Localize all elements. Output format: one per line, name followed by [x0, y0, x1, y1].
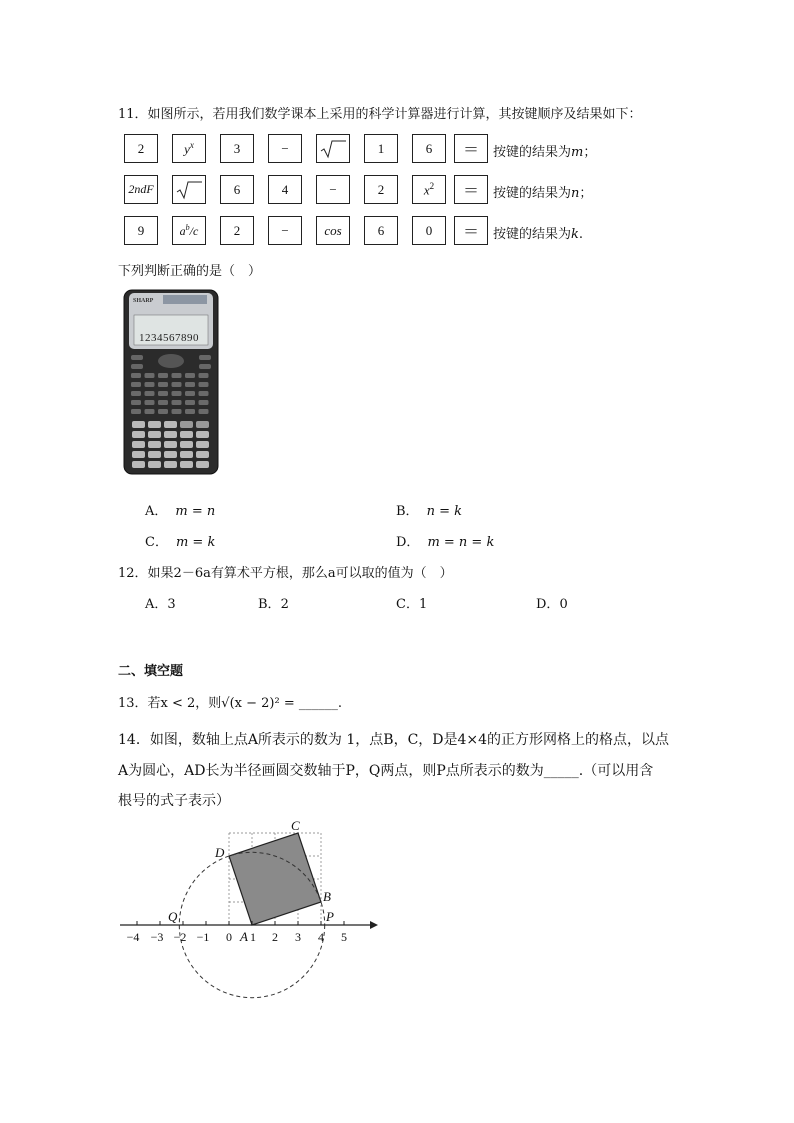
calc-function-key: [172, 400, 182, 405]
key-9[interactable]: 9: [124, 216, 158, 245]
q12-stem: 12．如果2－6a有算术平方根，那么a可以取的值为（ ）: [118, 566, 453, 581]
q14-line-1: 14．如图，数轴上点A所表示的数为 1，点B，C，D是4×4的正方形网格上的格点，以点: [118, 732, 670, 748]
calc-function-key: [172, 373, 182, 378]
calc-function-key: [145, 382, 155, 387]
calc-function-key: [172, 382, 182, 387]
key-equals[interactable]: ＝: [454, 134, 488, 163]
calc-function-key: [185, 373, 195, 378]
row-2-result: 按键的结果为n；: [493, 186, 593, 201]
calc-function-key: [158, 400, 168, 405]
key-4[interactable]: 4: [268, 175, 302, 204]
key-cos[interactable]: cos: [316, 216, 350, 245]
q14-line-2: A为圆心，AD长为半径画圆交数轴于P，Q两点，则P点所表示的数为_____.（可以用含: [118, 763, 654, 779]
label-d: D: [215, 845, 225, 860]
key-minus[interactable]: −: [268, 216, 302, 245]
key-2ndf[interactable]: 2ndF: [124, 175, 158, 204]
brand-label: SHARP: [133, 298, 154, 304]
calc-function-key: [131, 373, 141, 378]
calc-number-key: [148, 451, 161, 458]
key-equals[interactable]: ＝: [454, 175, 488, 204]
section-title: 二、填空题: [118, 664, 184, 679]
q12-option-c[interactable]: C．1: [396, 597, 428, 612]
number-line-figure: [112, 815, 382, 1005]
key-square[interactable]: $x^2$: [412, 175, 446, 204]
row-3-result: 按键的结果为k.: [493, 227, 584, 242]
calc-function-key: [158, 373, 168, 378]
key-sqrt[interactable]: [316, 134, 350, 163]
q11-stem: 11．如图所示，若用我们数学课本上采用的科学计算器进行计算，其按键顺序及结果如下：: [118, 107, 642, 122]
q12-option-b[interactable]: B．2: [258, 597, 289, 612]
calc-function-key: [199, 373, 209, 378]
option-b[interactable]: B． n = k: [396, 504, 462, 519]
key-3[interactable]: 3: [220, 134, 254, 163]
calculator-display: 1234567890: [139, 332, 199, 344]
calc-function-key: [199, 382, 209, 387]
calc-function-key: [158, 409, 168, 414]
key-0[interactable]: 0: [412, 216, 446, 245]
calc-number-key: [148, 421, 161, 428]
tick-label: 5: [341, 930, 347, 944]
sqrt-icon: [319, 139, 347, 159]
calc-number-key: [132, 461, 145, 468]
calc-function-key: [172, 391, 182, 396]
option-c[interactable]: C． m = k: [145, 535, 216, 550]
key-2[interactable]: 2: [364, 175, 398, 204]
q11-prompt: 下列判断正确的是（ ）: [118, 264, 262, 279]
key-6[interactable]: 6: [364, 216, 398, 245]
calc-function-key: [158, 382, 168, 387]
calc-number-key: [164, 421, 177, 428]
calc-function-key: [185, 382, 195, 387]
tick-label: 2: [272, 930, 278, 944]
calc-number-key: [132, 421, 145, 428]
calc-number-key: [196, 451, 209, 458]
calc-number-key: [148, 461, 161, 468]
calc-number-key: [196, 421, 209, 428]
key-2[interactable]: 2: [220, 216, 254, 245]
label-b: B: [323, 889, 331, 904]
calc-number-key: [196, 431, 209, 438]
key-6[interactable]: 6: [220, 175, 254, 204]
calc-function-key: [185, 400, 195, 405]
calc-function-key: [145, 373, 155, 378]
calc-number-key: [164, 441, 177, 448]
q12-option-a[interactable]: A．3: [145, 597, 176, 612]
calc-number-key: [132, 451, 145, 458]
label-q: Q: [168, 909, 178, 924]
calc-number-key: [196, 461, 209, 468]
calc-number-key: [148, 441, 161, 448]
calc-function-key: [131, 382, 141, 387]
calc-function-key: [199, 409, 209, 414]
calc-function-key: [158, 391, 168, 396]
arrow-icon: [370, 921, 378, 929]
calc-function-key: [199, 391, 209, 396]
q12-option-d[interactable]: D．0: [536, 597, 568, 612]
calc-function-key: [199, 400, 209, 405]
calc-number-key: [180, 461, 193, 468]
key-1[interactable]: 1: [364, 134, 398, 163]
key-minus[interactable]: −: [268, 134, 302, 163]
calc-function-key: [185, 391, 195, 396]
calc-function-key: [145, 409, 155, 414]
tick-label: −4: [126, 930, 140, 944]
option-d[interactable]: D． m = n = k: [396, 535, 495, 550]
tick-label: 1: [250, 930, 256, 944]
tick-label: −1: [196, 930, 210, 944]
calc-function-key: [131, 409, 141, 414]
calc-number-key: [180, 451, 193, 458]
key-minus[interactable]: −: [316, 175, 350, 204]
label-c: C: [291, 818, 300, 833]
calc-function-key: [145, 400, 155, 405]
tick-label: −2: [173, 930, 187, 944]
calc-number-key: [132, 431, 145, 438]
key-power[interactable]: $y^x$: [172, 134, 206, 163]
tick-label: 0: [226, 930, 232, 944]
calc-number-key: [180, 421, 193, 428]
calc-function-key: [185, 409, 195, 414]
calc-function-key: [145, 391, 155, 396]
key-fraction[interactable]: $a^b/c$: [172, 216, 206, 245]
key-2[interactable]: 2: [124, 134, 158, 163]
label-p: P: [326, 909, 334, 924]
calculator-image: [123, 289, 219, 475]
q13-stem: 13．若x < 2，则√(x − 2)² = ______.: [118, 696, 342, 711]
key-equals[interactable]: ＝: [454, 216, 488, 245]
tick-labels: [127, 930, 347, 944]
tick-label: 3: [295, 930, 301, 944]
option-a[interactable]: A． m = n: [145, 504, 216, 519]
calc-number-key: [132, 441, 145, 448]
calc-number-key: [164, 461, 177, 468]
key-6[interactable]: 6: [412, 134, 446, 163]
calc-number-key: [164, 431, 177, 438]
calc-function-key: [172, 409, 182, 414]
calc-number-key: [196, 441, 209, 448]
square-abcd: [229, 833, 321, 925]
calc-number-key: [180, 441, 193, 448]
tick-label: 4: [318, 930, 324, 944]
row-1-result: 按键的结果为m；: [493, 145, 597, 160]
key-sqrt[interactable]: [172, 175, 206, 204]
calc-number-key: [164, 451, 177, 458]
sqrt-icon: [175, 180, 203, 200]
calc-function-key: [131, 400, 141, 405]
calc-number-key: [180, 431, 193, 438]
label-a: A: [240, 929, 248, 944]
calc-number-key: [148, 431, 161, 438]
q14-line-3: 根号的式子表示）: [118, 793, 230, 809]
calc-function-key: [131, 391, 141, 396]
tick-label: −3: [150, 930, 164, 944]
